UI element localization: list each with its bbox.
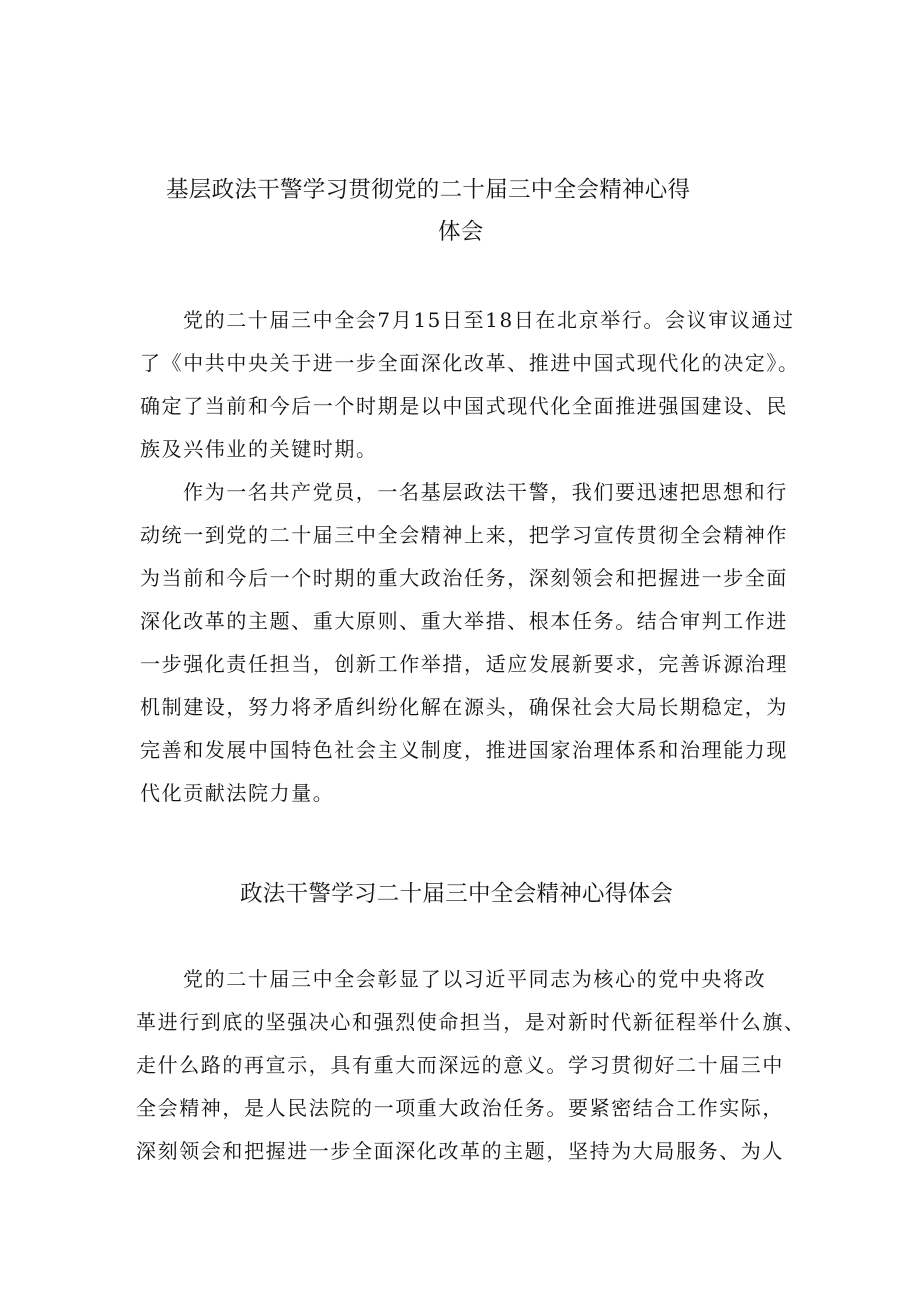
paragraph-line: 深刻领会和把握进一步全面深化改革的主题，坚持为大局服务、为人 xyxy=(136,1139,784,1163)
paragraph-line: 一步强化责任担当，创新工作举措，适应发展新要求，完善诉源治理 xyxy=(140,652,788,676)
paragraph-line: 党的二十届三中全会7月15日至18日在北京举行。会议审议通过 xyxy=(183,308,795,332)
paragraph-line: 作为一名共产党员，一名基层政法干警，我们要迅速把思想和行 xyxy=(183,480,788,504)
article2-title: 政法干警学习二十届三中全会精神心得体会 xyxy=(240,881,674,907)
article1-title-line2: 体会 xyxy=(438,219,484,245)
paragraph-line: 为当前和今后一个时期的重大政治任务，深刻领会和把握进一步全面 xyxy=(140,566,788,590)
paragraph-line: 深化改革的主题、重大原则、重大举措、根本任务。结合审判工作进 xyxy=(140,609,788,633)
paragraph-line: 机制建设，努力将矛盾纠纷化解在源头，确保社会大局长期稳定，为 xyxy=(140,695,788,719)
paragraph-line: 动统一到党的二十届三中全会精神上来，把学习宣传贯彻全会精神作 xyxy=(140,523,788,547)
paragraph-line: 了《中共中央关于进一步全面深化改革、推进中国式现代化的决定》。 xyxy=(140,351,800,375)
paragraph-line: 走什么路的再宣示，具有重大而深远的意义。学习贯彻好二十届三中 xyxy=(136,1053,784,1077)
paragraph-line: 族及兴伟业的关键时期。 xyxy=(140,437,378,461)
article1-title-line1: 基层政法干警学习贯彻党的二十届三中全会精神心得 xyxy=(166,177,691,203)
paragraph-line: 完善和发展中国特色社会主义制度，推进国家治理体系和治理能力现 xyxy=(140,738,788,762)
paragraph-line: 确定了当前和今后一个时期是以中国式现代化全面推进强国建设、民 xyxy=(140,394,788,418)
paragraph-line: 革进行到底的坚强决心和强烈使命担当，是对新时代新征程举什么旗、 xyxy=(136,1010,806,1034)
paragraph-line: 党的二十届三中全会彰显了以习近平同志为核心的党中央将改 xyxy=(183,967,767,991)
paragraph-line: 全会精神，是人民法院的一项重大政治任务。要紧密结合工作实际， xyxy=(136,1096,784,1120)
paragraph-line: 代化贡献法院力量。 xyxy=(140,781,335,805)
